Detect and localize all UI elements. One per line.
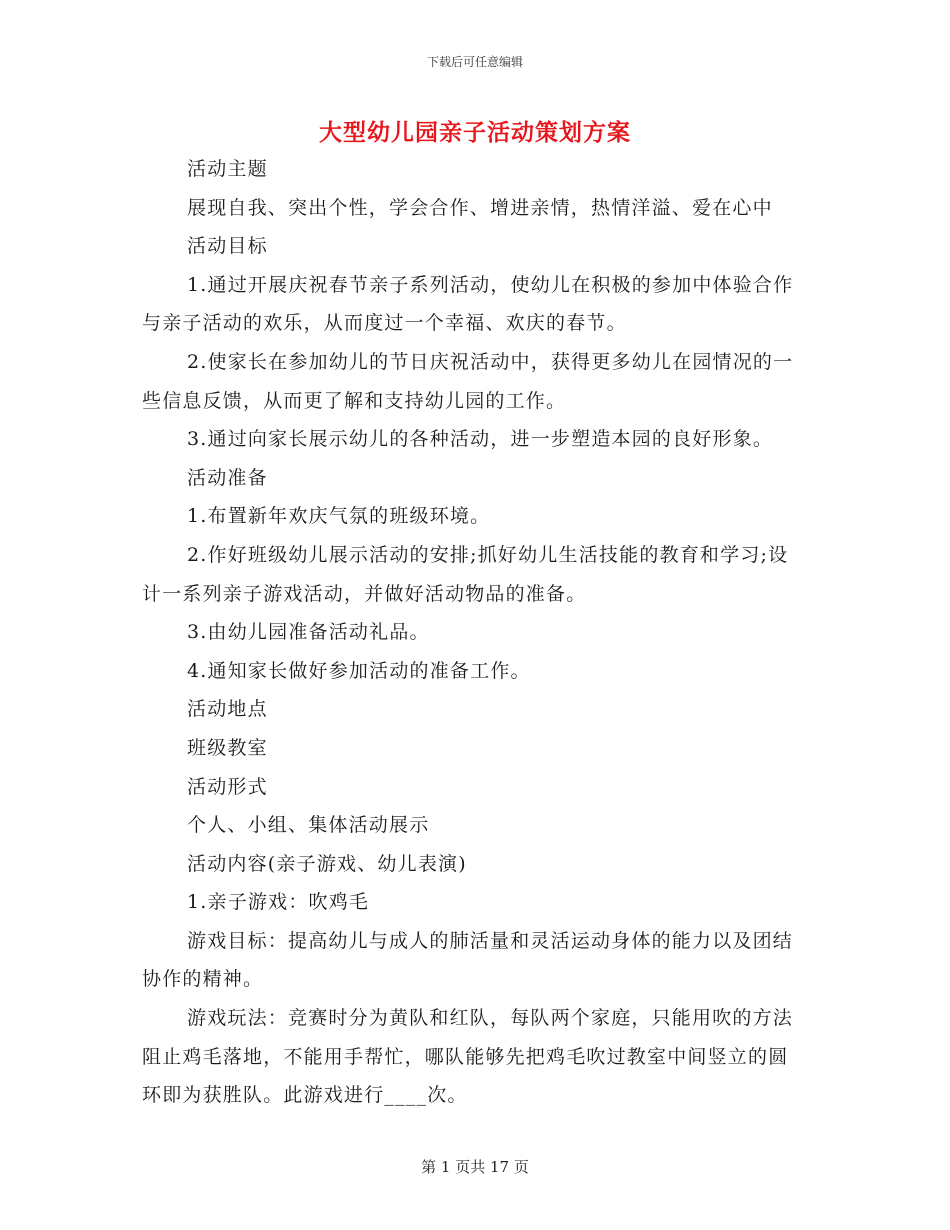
section-heading-theme: 活动主题 bbox=[187, 158, 268, 180]
paragraph-goal-2: 2.使家长在参加幼儿的节日庆祝活动中，获得更多幼儿在园情况的一些信息反馈，从而更了解和支持幼儿园的工作。 bbox=[142, 350, 794, 412]
paragraph-theme: 展现自我、突出个性，学会合作、增进亲情，热情洋溢、爱在心中 bbox=[187, 196, 773, 219]
section-heading-content: 活动内容(亲子游戏、幼儿表演) bbox=[187, 852, 467, 875]
paragraph-location: 班级教室 bbox=[187, 736, 268, 759]
paragraph-goal-1: 1.通过开展庆祝春节亲子系列活动，使幼儿在积极的参加中体验合作与亲子活动的欢乐，从而度过一个幸福、欢庆的春节。 bbox=[142, 273, 794, 335]
page-header: 下载后可任意编辑 bbox=[426, 55, 523, 69]
paragraph-prep-3: 3.由幼儿园准备活动礼品。 bbox=[187, 621, 430, 644]
paragraph-prep-2: 2.作好班级幼儿展示活动的安排;抓好幼儿生活技能的教育和学习;设计一系列亲子游戏活动，并做好活动物品的准备。 bbox=[142, 543, 789, 605]
paragraph-format: 个人、小组、集体活动展示 bbox=[187, 814, 430, 837]
paragraph-game-1-title: 1.亲子游戏：吹鸡毛 bbox=[187, 891, 370, 914]
document-body bbox=[142, 150, 807, 1115]
paragraph-prep-1: 1.布置新年欢庆气氛的班级环境。 bbox=[187, 505, 491, 528]
paragraph-goal-3: 3.通过向家长展示幼儿的各种活动，进一步塑造本园的良好形象。 bbox=[187, 428, 774, 451]
page-footer: 第 1 页共 17 页 bbox=[421, 1158, 529, 1176]
document-title: 大型幼儿园亲子活动策划方案 bbox=[319, 119, 631, 146]
section-heading-format: 活动形式 bbox=[187, 775, 268, 798]
section-heading-preparation: 活动准备 bbox=[187, 466, 268, 489]
section-heading-goals: 活动目标 bbox=[187, 235, 268, 258]
paragraph-prep-4: 4.通知家长做好参加活动的准备工作。 bbox=[187, 659, 531, 682]
section-heading-location: 活动地点 bbox=[187, 698, 268, 721]
paragraph-game-goal: 游戏目标：提高幼儿与成人的肺活量和灵活运动身体的能力以及团结协作的精神。 bbox=[142, 929, 794, 991]
paragraph-game-rules: 游戏玩法：竞赛时分为黄队和红队，每队两个家庭，只能用吹的方法阻止鸡毛落地，不能用手帮忙，哪队能够先把鸡毛吹过教室中间竖立的圆环即为获胜队。此游戏进行____次。 bbox=[142, 1007, 794, 1107]
